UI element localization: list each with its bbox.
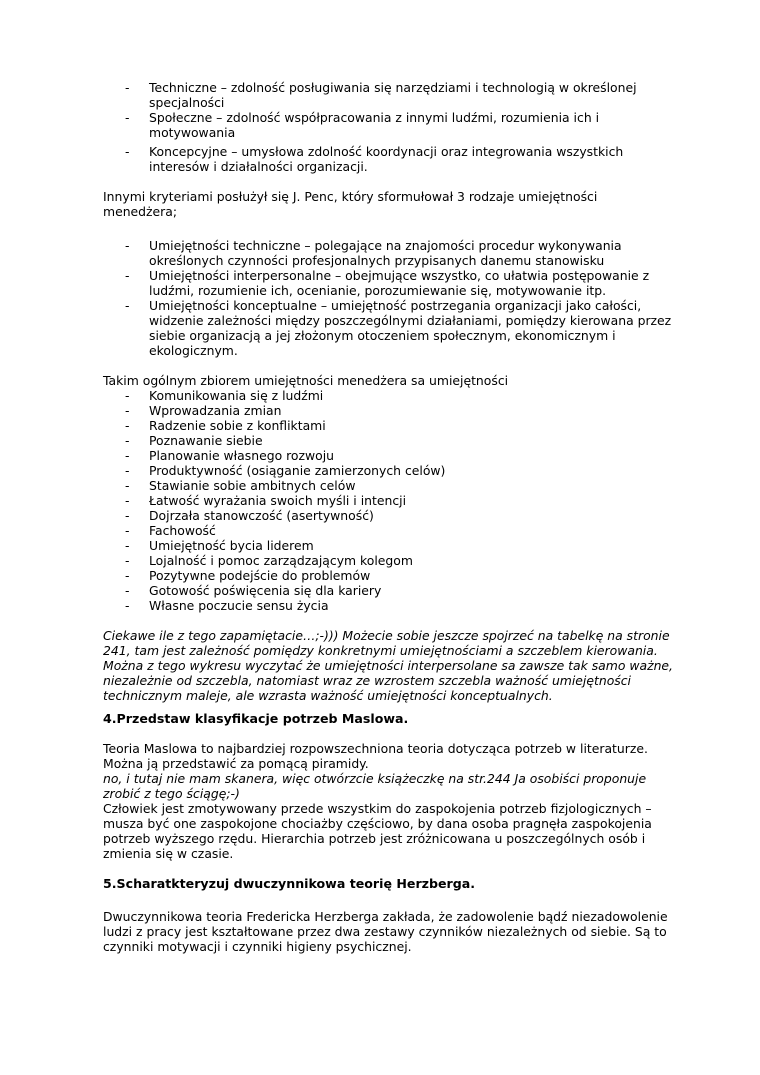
list-item: - Umiejętność bycia liderem: [103, 538, 673, 553]
list-item: - Radzenie sobie z konfliktami: [103, 418, 673, 433]
maslow-paragraph-2: Człowiek jest zmotywowany przede wszystkim do zaspokojenia potrzeb fizjologicznych – musza być one zaspokojone chociażby częściowo, by dana osoba pragnęła zaspokojenia potrzeb wyższego rzędu. Hierarchia potrzeb jest zróżnicowana u poszczególnych osób i zmienia się w czasie.: [103, 801, 652, 861]
list-item: - Pozytywne podejście do problemów: [103, 568, 673, 583]
list-item: - Dojrzała stanowczość (asertywność): [103, 508, 673, 523]
list-item: - Stawianie sobie ambitnych celów: [103, 478, 673, 493]
skills-list-katz: [103, 80, 673, 174]
list-item: - Gotowość poświęcenia się dla kariery: [103, 583, 673, 598]
document-page: [103, 80, 673, 954]
list-item: - Łatwość wyrażania swoich myśli i intencji: [103, 493, 673, 508]
list-item: - Produktywność (osiąganie zamierzonych celów): [103, 463, 673, 478]
list-item: - Planowanie własnego rozwoju: [103, 448, 673, 463]
herzberg-paragraph: Dwuczynnikowa teoria Fredericka Herzberga zakłada, że zadowolenie bądź niezadowolenie ludzi z pracy jest kształtowane przez dwa zestawy czynników niezależnych od siebie. Są to czynniki motywacji i czynniki higieny psychicznej.: [103, 909, 668, 954]
list-item: - Umiejętności techniczne – polegające na znajomości procedur wykonywania określonych czynności profesjonalnych przypisanych danemu stanowisku: [103, 238, 673, 268]
list-item: - Techniczne – zdolność posługiwania się narzędziami i technologią w określonej specjalności: [103, 80, 673, 110]
general-skills-intro: Takim ogólnym zbiorem umiejętności menedżera sa umiejętności: [103, 373, 509, 388]
list-item: - Koncepcyjne – umysłowa zdolność koordynacji oraz integrowania wszystkich interesów i działalności organizacji.: [103, 144, 673, 174]
list-item: - Komunikowania się z ludźmi: [103, 388, 673, 403]
heading-herzberg: 5.Scharatkteryzuj dwuczynnikowa teorię Herzberga.: [103, 876, 476, 891]
skills-list-penc: [103, 238, 673, 358]
manager-skills-list: [103, 388, 673, 613]
list-item: - Własne poczucie sensu życia: [103, 598, 673, 613]
maslow-paragraph-1: Teoria Maslowa to najbardziej rozpowszechniona teoria dotycząca potrzeb w literaturze. Można ją przedstawić za pomącą piramidy.: [103, 741, 648, 771]
list-item: - Umiejętności interpersonalne – obejmujące wszystko, co ułatwia postępowanie z ludźmi, rozumienie ich, ocenianie, porozumiewanie się, motywowanie itp.: [103, 268, 673, 298]
list-item: - Lojalność i pomoc zarządzającym kolegom: [103, 553, 673, 568]
heading-maslow: 4.Przedstaw klasyfikacje potrzeb Maslowa.: [103, 711, 409, 726]
list-item: - Umiejętności konceptualne – umiejętność postrzegania organizacji jako całości, widzenie zależności między poszczególnymi działaniami, pomiędzy kierowana przez siebie organizacją a jej złożonym otoczeniem społecznym, ekonomicznym i ekologicznym.: [103, 298, 673, 358]
list-item: - Poznawanie siebie: [103, 433, 673, 448]
maslow-italic-note: no, i tutaj nie mam skanera, więc otwórzcie książeczkę na str.244 Ja osobiści proponuje zrobić z tego ściągę;-): [103, 771, 647, 801]
italic-note: Ciekawe ile z tego zapamiętacie…;-))) Możecie sobie jeszcze spojrzeć na tabelkę na stronie 241, tam jest zależność pomiędzy konkretnymi umiejętnościami a szczeblem kierowania. Można z tego wykresu wyczytać że umiejętności interpersolane sa zawsze tak samo ważne, niezależnie od szczebla, natomiast wraz ze wzrostem szczebla ważność umiejętności technicznym maleje, ale wzrasta ważność umiejętności konceptualnych.: [103, 628, 673, 703]
penc-intro: Innymi kryteriami posłużył się J. Penc, który sformułował 3 rodzaje umiejętności menedżera;: [103, 189, 598, 219]
list-item: - Społeczne – zdolność współpracowania z innymi ludźmi, rozumienia ich i motywowania: [103, 110, 673, 140]
list-item: - Fachowość: [103, 523, 673, 538]
list-item: - Wprowadzania zmian: [103, 403, 673, 418]
